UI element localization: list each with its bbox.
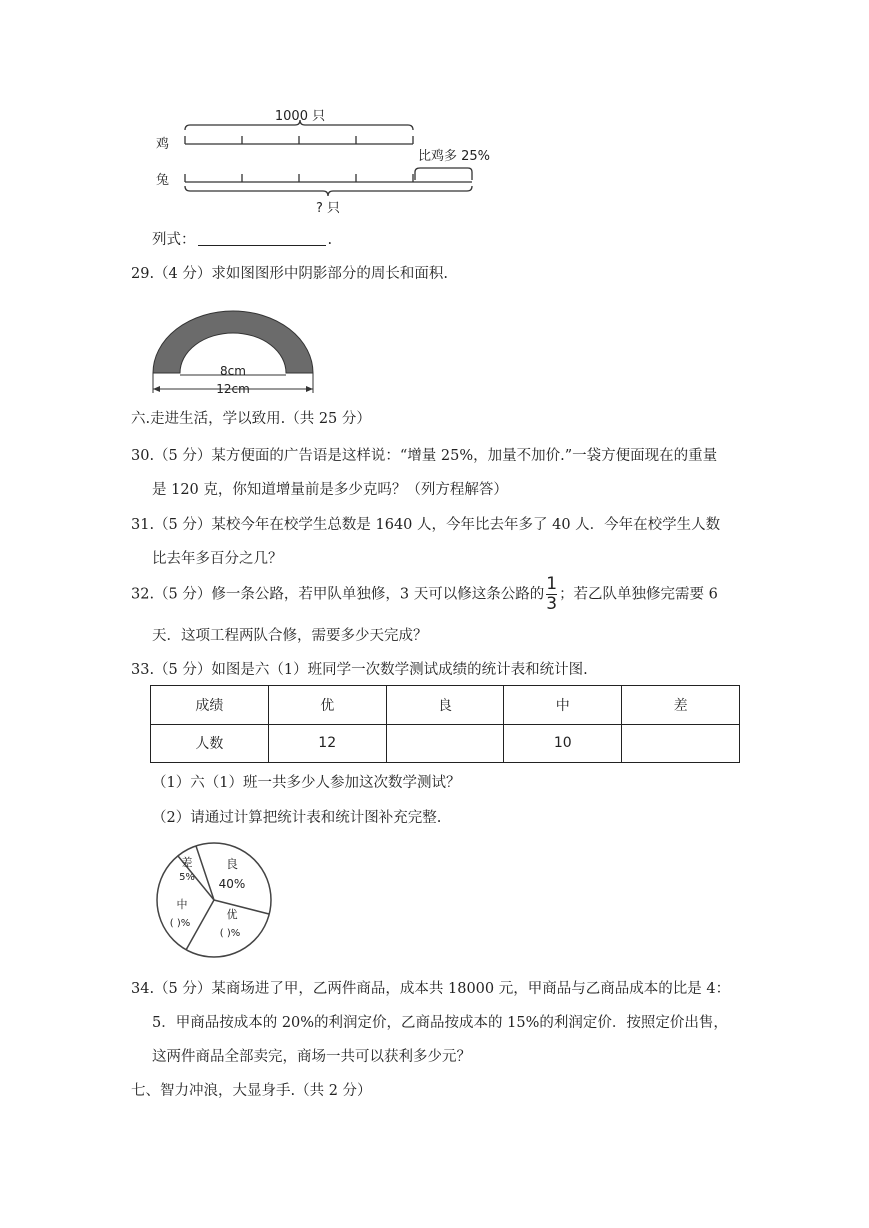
question-33-sub2: （2）请通过计算把统计表和统计图补充完整. bbox=[152, 810, 442, 826]
extra-brace bbox=[415, 168, 472, 180]
pie-label-liang: 良 bbox=[225, 857, 239, 871]
diagram-extra-label: 比鸡多 25% bbox=[418, 149, 491, 164]
question-29: 29.（4 分）求如图图形中阴影部分的周长和面积. bbox=[131, 266, 449, 282]
table-cell[interactable] bbox=[622, 724, 740, 763]
row-label-rabbit: 兔 bbox=[156, 173, 170, 188]
table-cell: 差 bbox=[622, 686, 740, 725]
table-cell[interactable] bbox=[386, 724, 504, 763]
pie-pct-you: ( )% bbox=[219, 928, 241, 939]
formula-end: . bbox=[327, 232, 333, 248]
pie-pct-zhong: ( )% bbox=[169, 918, 191, 929]
arch-figure bbox=[145, 303, 325, 398]
table-cell: 12 bbox=[268, 724, 386, 763]
question-33: 33.（5 分）如图是六（1）班同学一次数学测试成绩的统计表和统计图. bbox=[131, 662, 588, 678]
question-32-line1 bbox=[131, 576, 718, 613]
table-cell: 人数 bbox=[151, 724, 269, 763]
q32-after: ；若乙队单独修完需要 6 bbox=[559, 586, 718, 603]
question-30-line2: 是 120 克，你知道增量前是多少克吗？（列方程解答） bbox=[152, 482, 508, 498]
table-cell: 优 bbox=[268, 686, 386, 725]
section-6-heading: 六.走进生活，学以致用.（共 25 分） bbox=[131, 411, 371, 427]
table-row bbox=[151, 724, 740, 763]
section-7-heading: 七、智力冲浪，大显身手.（共 2 分） bbox=[131, 1083, 372, 1099]
table-cell: 成绩 bbox=[151, 686, 269, 725]
pie-label-cha: 差 bbox=[181, 856, 193, 869]
chicken-ticks bbox=[185, 136, 413, 144]
table-cell: 中 bbox=[504, 686, 622, 725]
row-label-chicken: 鸡 bbox=[156, 137, 170, 152]
question-32-line2: 天．这项工程两队合修，需要多少天完成？ bbox=[152, 628, 428, 644]
table-cell: 10 bbox=[504, 724, 622, 763]
pie-pct-cha: 5% bbox=[179, 872, 195, 883]
diagram-top-label: 1000 只 bbox=[274, 109, 326, 124]
pie-label-zhong: 中 bbox=[176, 898, 188, 911]
fraction-one-third bbox=[546, 576, 557, 613]
question-30-line1: 30.（5 分）某方便面的广告语是这样说：“增量 25%，加量不加价.”一袋方便面现在的重量 bbox=[131, 448, 718, 464]
pie-chart bbox=[150, 838, 280, 963]
score-table bbox=[150, 685, 740, 763]
fraction-numerator: 1 bbox=[546, 574, 558, 594]
fraction-denominator: 3 bbox=[546, 594, 558, 614]
question-31-line2: 比去年多百分之几？ bbox=[152, 551, 283, 567]
question-34-line1: 34.（5 分）某商场进了甲，乙两件商品，成本共 18000 元，甲商品与乙商品成本的比是 4： bbox=[131, 981, 731, 997]
table-cell: 良 bbox=[386, 686, 504, 725]
table-header-row bbox=[151, 686, 740, 725]
question-31-line1: 31.（5 分）某校今年在校学生总数是 1640 人，今年比去年多了 40 人．今年在校学生人数 bbox=[131, 517, 721, 533]
bottom-brace bbox=[185, 186, 472, 196]
outer-arrow-right bbox=[306, 386, 313, 392]
pie-label-you: 优 bbox=[226, 908, 238, 921]
chicken-rabbit-diagram bbox=[150, 100, 530, 220]
question-34-line2: 5．甲商品按成本的 20%的利润定价，乙商品按成本的 15%的利润定价．按照定价出售， bbox=[152, 1015, 728, 1031]
q32-before: 32.（5 分）修一条公路，若甲队单独修，3 天可以修这条公路的 bbox=[131, 586, 545, 603]
question-33-sub1: （1）六（1）班一共多少人参加这次数学测试？ bbox=[152, 775, 461, 791]
diagram-bottom-label: ? 只 bbox=[315, 201, 341, 216]
rabbit-ticks bbox=[185, 174, 413, 182]
outer-diameter-label: 12cm bbox=[216, 382, 250, 396]
formula-label: 列式： bbox=[152, 232, 196, 248]
formula-blank[interactable] bbox=[198, 231, 326, 246]
inner-diameter-label: 8cm bbox=[220, 364, 246, 378]
outer-arrow-left bbox=[153, 386, 160, 392]
question-34-line3: 这两件商品全部卖完，商场一共可以获利多少元？ bbox=[152, 1049, 471, 1065]
pie-pct-liang: 40% bbox=[218, 877, 246, 891]
formula-line bbox=[152, 228, 332, 249]
